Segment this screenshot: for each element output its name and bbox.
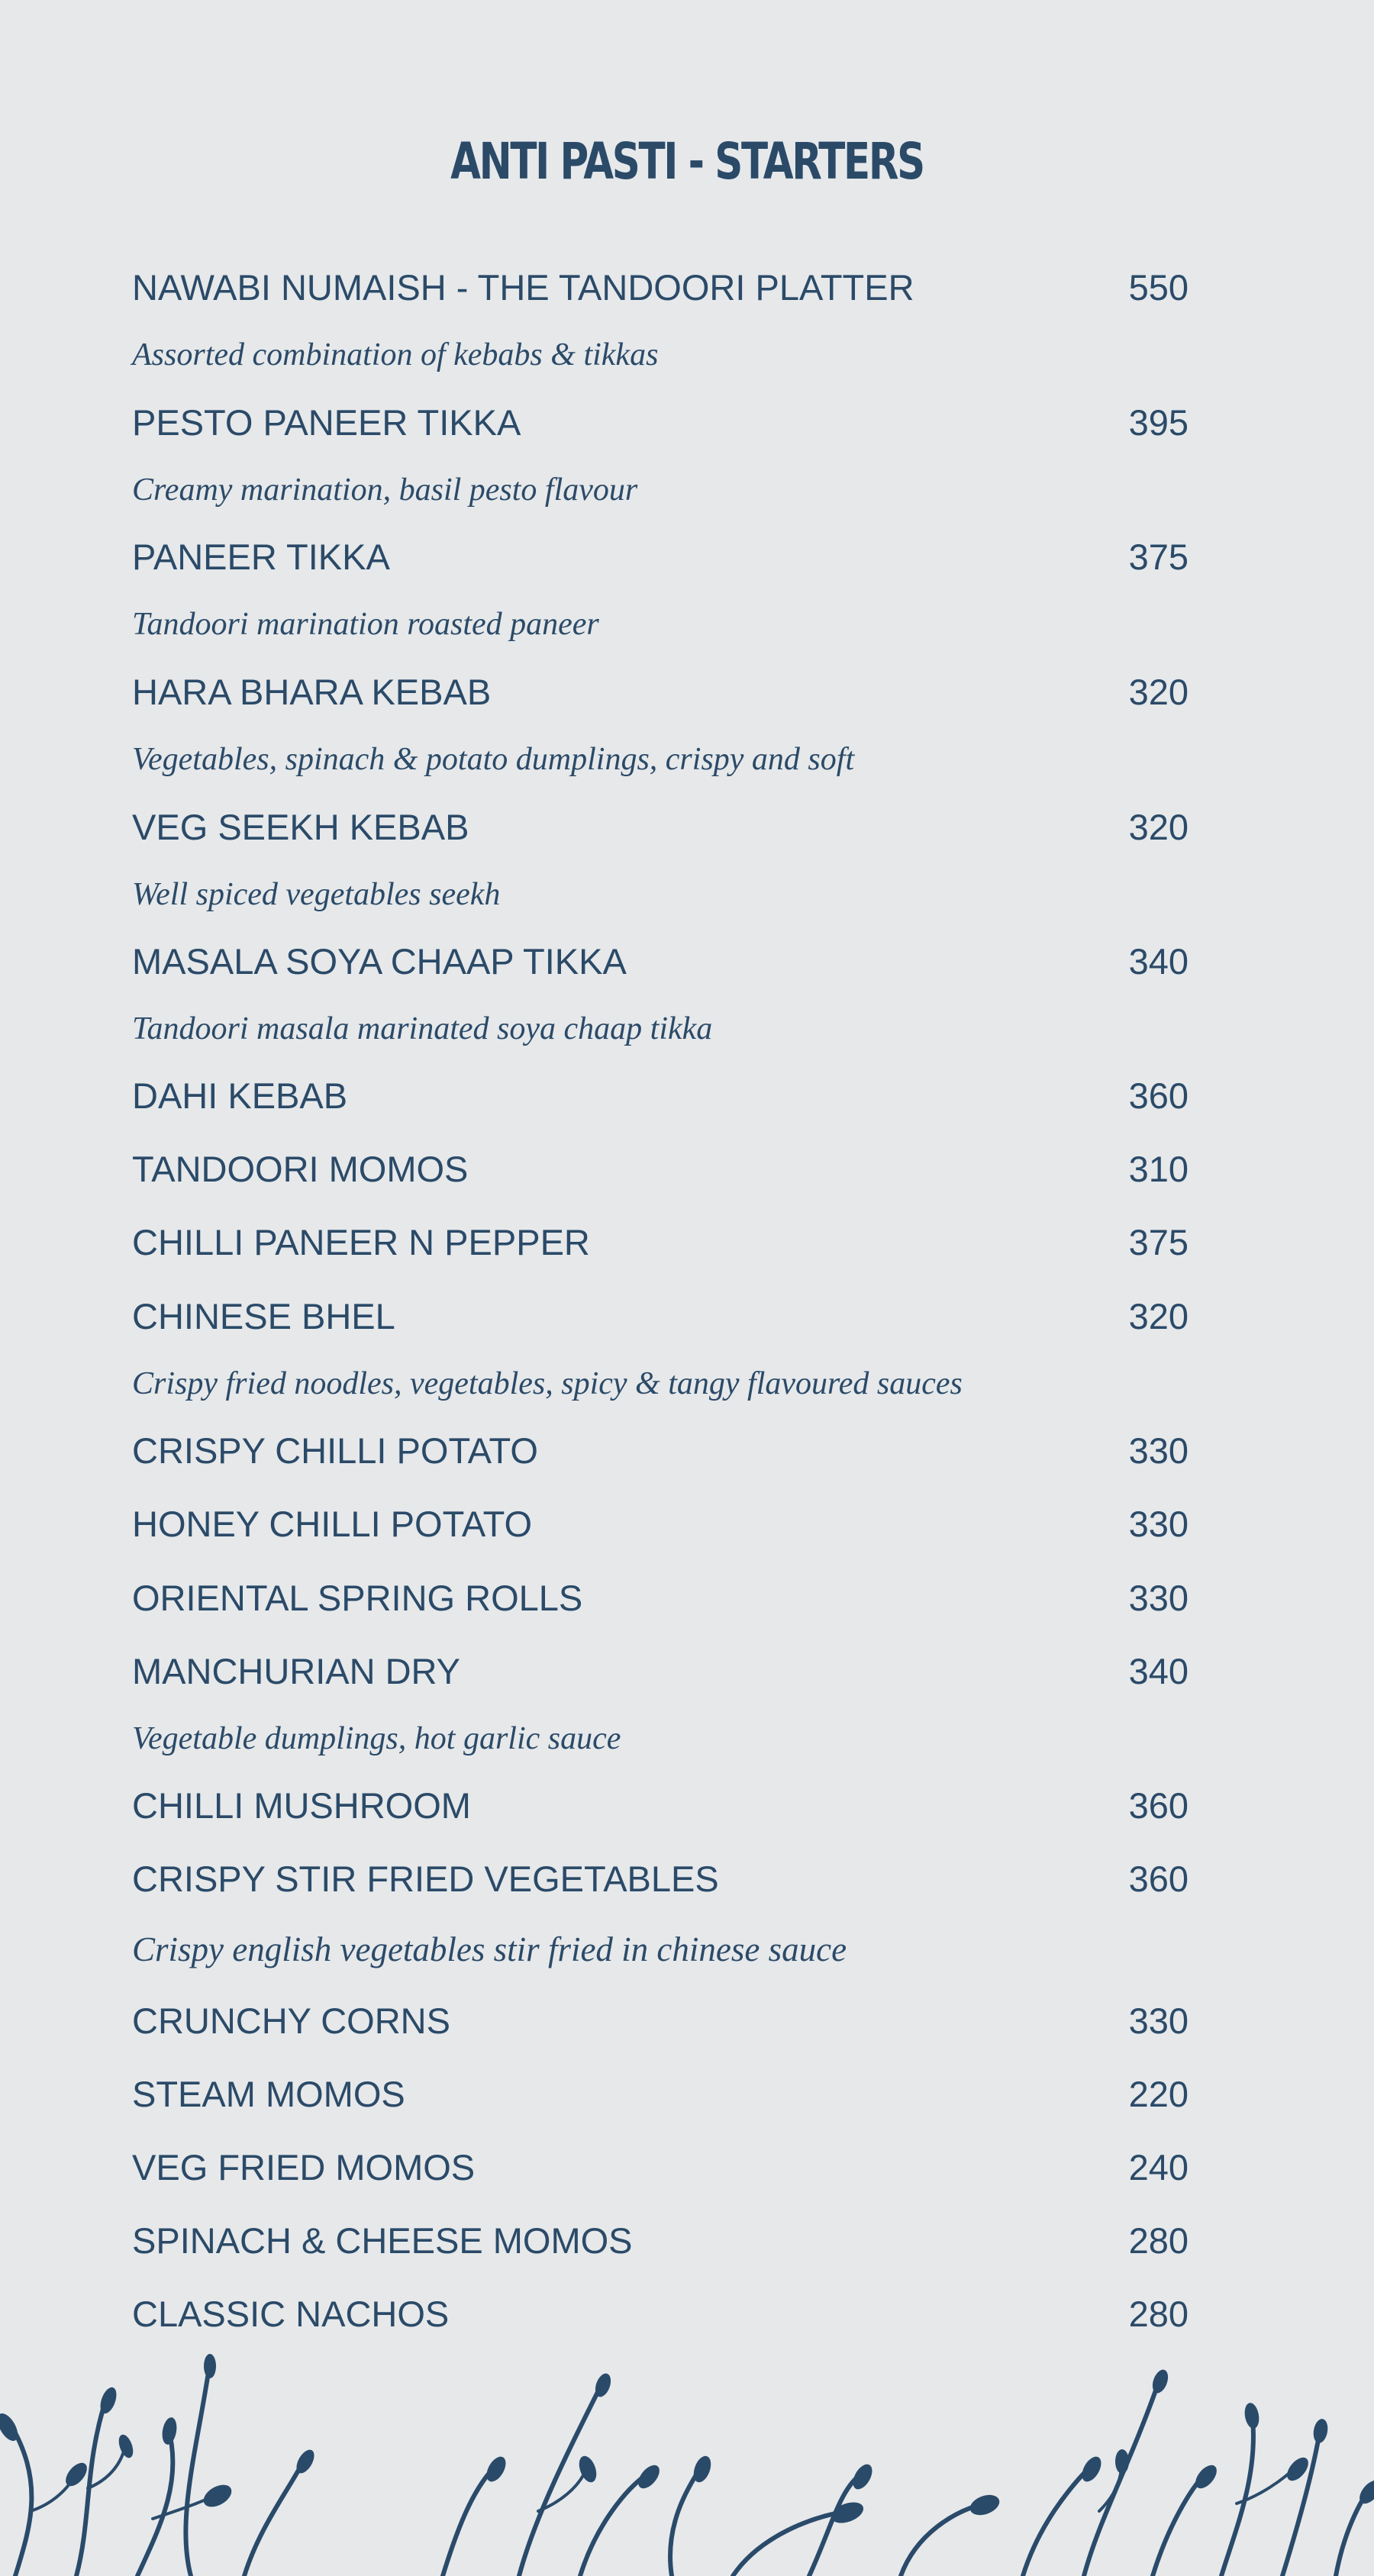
menu-item-price: 340 bbox=[1128, 941, 1189, 982]
menu-item-price: 280 bbox=[1128, 2294, 1189, 2334]
section-title: ANTI PASTI - STARTERS bbox=[450, 132, 924, 191]
menu-item-price: 330 bbox=[1128, 2001, 1189, 2041]
menu-item-name: CLASSIC NACHOS bbox=[132, 2294, 450, 2334]
menu-item-description: Vegetables, spinach & potato dumplings, crispy and soft bbox=[132, 742, 855, 777]
menu-item-description: Crispy fried noodles, vegetables, spicy & tangy flavoured sauces bbox=[132, 1366, 963, 1401]
menu-item-name: CHINESE BHEL bbox=[132, 1296, 395, 1336]
menu-item-price: 375 bbox=[1128, 1222, 1189, 1262]
menu-item-name: STEAM MOMOS bbox=[132, 2074, 405, 2114]
menu-item-price: 550 bbox=[1128, 267, 1189, 308]
menu-item-description: Tandoori masala marinated soya chaap tikka bbox=[132, 1011, 713, 1046]
menu-item-name: PANEER TIKKA bbox=[132, 537, 390, 577]
menu-item-price: 320 bbox=[1128, 1296, 1189, 1336]
menu-item-name: HARA BHARA KEBAB bbox=[132, 672, 492, 712]
menu-item-name: CRISPY CHILLI POTATO bbox=[132, 1430, 538, 1471]
menu-item-name: VEG FRIED MOMOS bbox=[132, 2147, 476, 2188]
menu-item-price: 330 bbox=[1128, 1578, 1189, 1618]
menu-item-description: Creamy marination, basil pesto flavour bbox=[132, 472, 638, 508]
menu-item-description: Crispy english vegetables stir fried in chinese sauce bbox=[132, 1930, 847, 1968]
menu-item-price: 310 bbox=[1128, 1149, 1189, 1189]
menu-item-price: 360 bbox=[1128, 1785, 1189, 1826]
menu-item-name: NAWABI NUMAISH - THE TANDOORI PLATTER bbox=[132, 267, 914, 308]
menu-item-name: CHILLI PANEER N PEPPER bbox=[132, 1222, 590, 1262]
menu-item-description: Assorted combination of kebabs & tikkas bbox=[132, 337, 659, 372]
menu-item-price: 360 bbox=[1128, 1075, 1189, 1116]
menu-item-name: SPINACH & CHEESE MOMOS bbox=[132, 2220, 633, 2261]
menu-item-price: 340 bbox=[1128, 1651, 1189, 1691]
menu-item-name: CRISPY STIR FRIED VEGETABLES bbox=[132, 1859, 719, 1899]
menu-item-price: 320 bbox=[1128, 807, 1189, 847]
menu-item-price: 375 bbox=[1128, 537, 1189, 577]
menu-item-price: 330 bbox=[1128, 1430, 1189, 1471]
menu-item-price: 220 bbox=[1128, 2074, 1189, 2114]
menu-item-price: 360 bbox=[1128, 1859, 1189, 1899]
menu-item-price: 395 bbox=[1128, 402, 1189, 443]
menu-item-description: Tandoori marination roasted paneer bbox=[132, 607, 599, 642]
menu-item-description: Vegetable dumplings, hot garlic sauce bbox=[132, 1721, 621, 1756]
menu-item-name: PESTO PANEER TIKKA bbox=[132, 402, 521, 443]
menu-item-name: HONEY CHILLI POTATO bbox=[132, 1504, 533, 1544]
menu-item-name: TANDOORI MOMOS bbox=[132, 1149, 469, 1189]
menu-item-name: DAHI KEBAB bbox=[132, 1075, 348, 1116]
menu-item-name: MASALA SOYA CHAAP TIKKA bbox=[132, 941, 627, 982]
menu-item-price: 240 bbox=[1128, 2147, 1189, 2188]
menu-item-name: CHILLI MUSHROOM bbox=[132, 1785, 471, 1826]
menu-item-name: ORIENTAL SPRING ROLLS bbox=[132, 1578, 583, 1618]
menu-item-name: VEG SEEKH KEBAB bbox=[132, 807, 469, 847]
menu-item-name: CRUNCHY CORNS bbox=[132, 2001, 450, 2041]
menu-item-price: 320 bbox=[1128, 672, 1189, 712]
menu-item-description: Well spiced vegetables seekh bbox=[132, 877, 501, 912]
foliage-decoration bbox=[0, 2336, 1374, 2576]
menu-item-name: MANCHURIAN DRY bbox=[132, 1651, 460, 1691]
menu-item-price: 330 bbox=[1128, 1504, 1189, 1544]
menu-item-price: 280 bbox=[1128, 2220, 1189, 2261]
